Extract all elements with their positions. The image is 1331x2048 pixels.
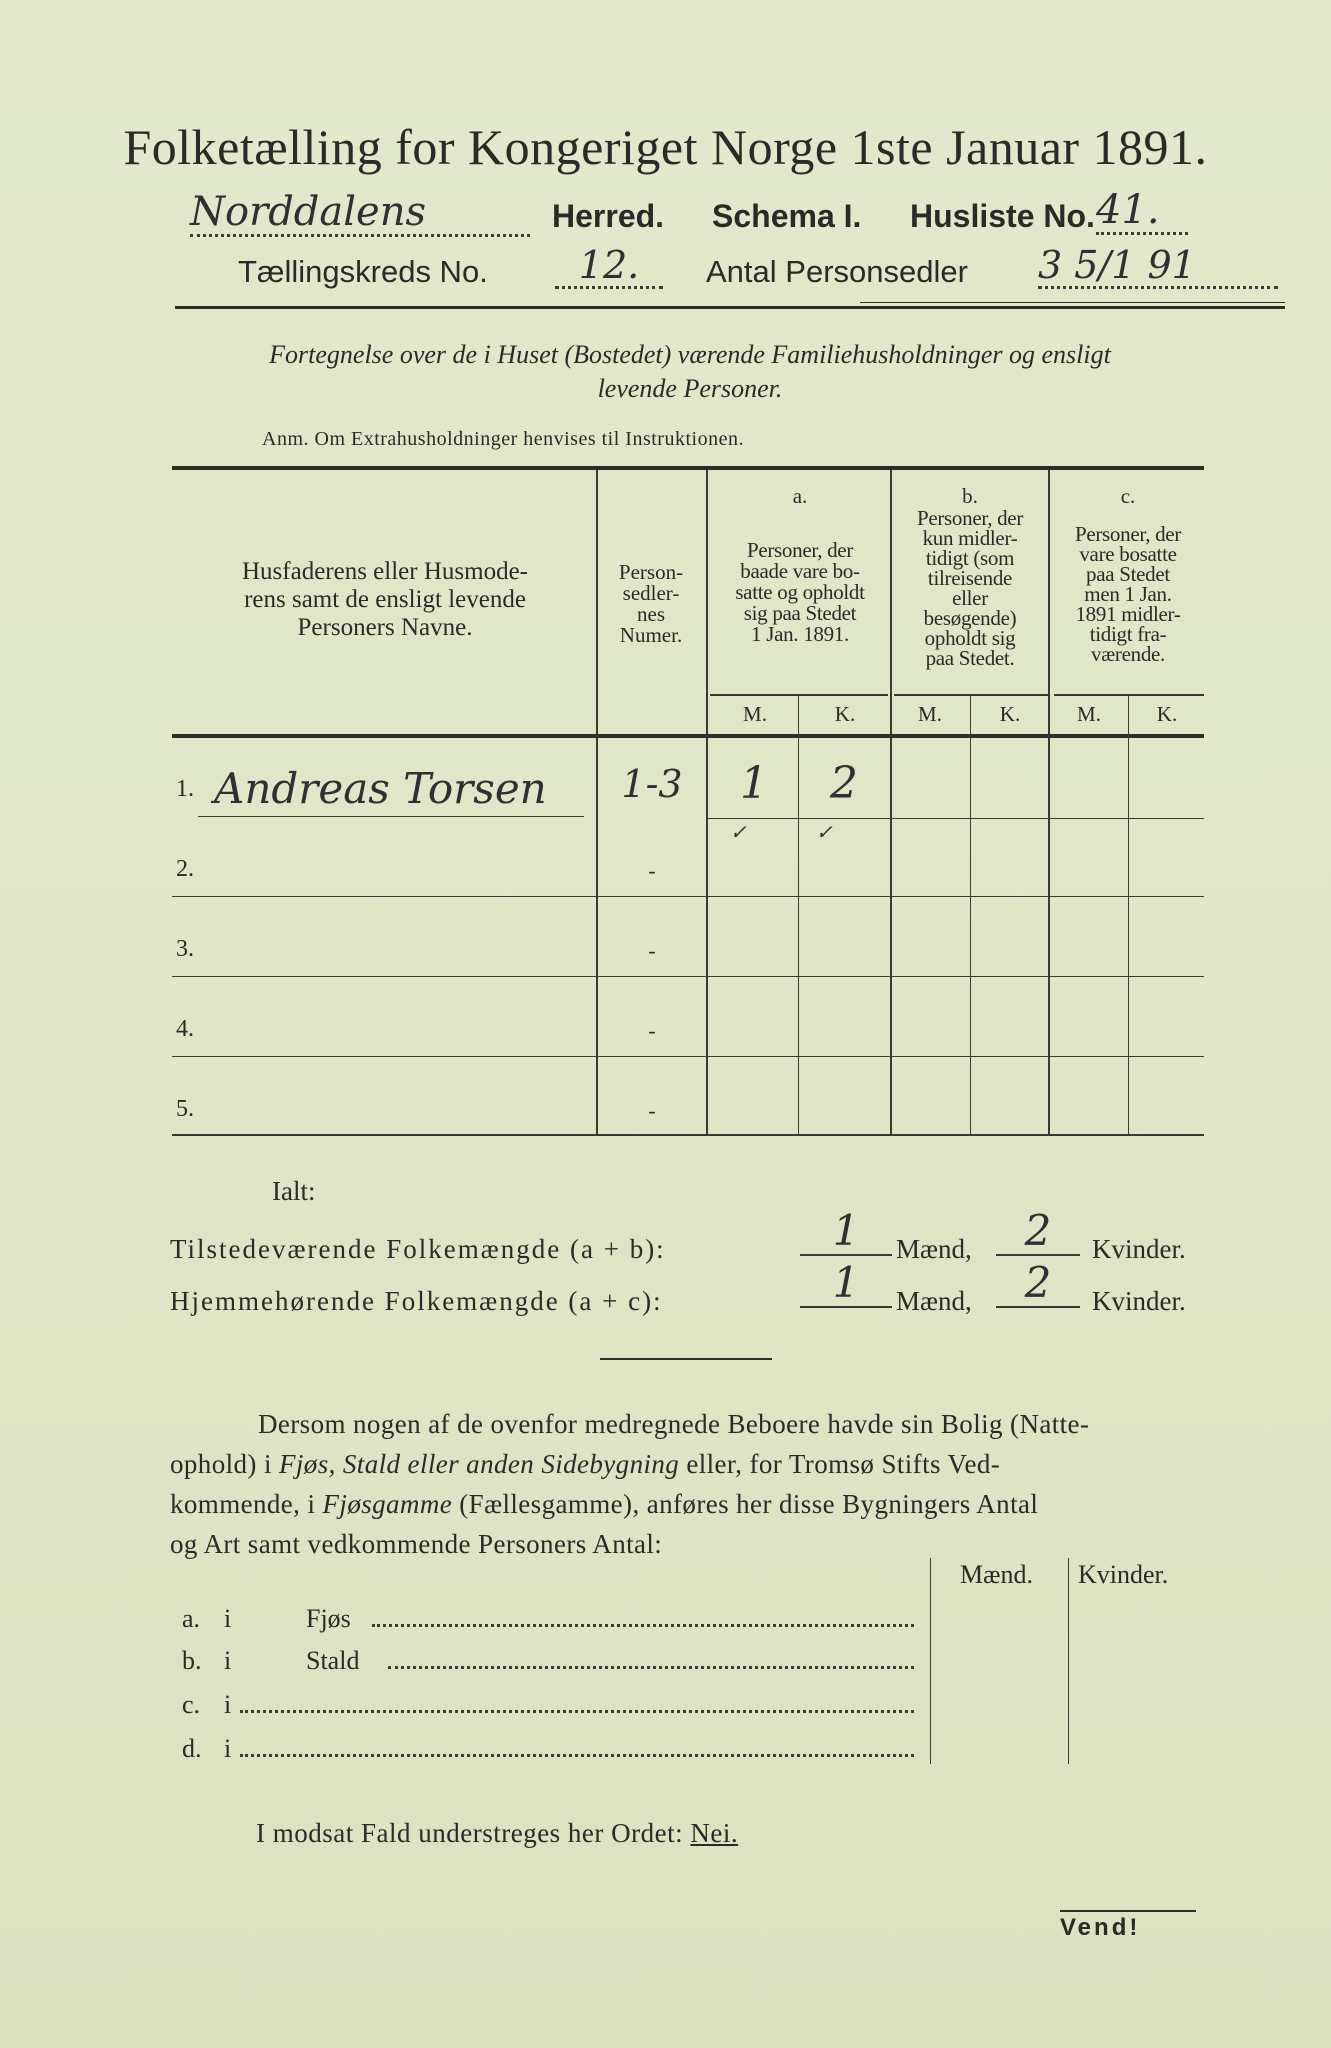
building-item-a: a. i Fjøs	[182, 1604, 922, 1638]
row-5-number: 5.	[176, 1096, 194, 1122]
vline-num-a	[706, 470, 708, 1134]
buildings-vline-2	[1068, 1558, 1069, 1764]
row-1-a-k-check: ✓	[816, 820, 833, 844]
modsat-fald-text: I modsat Fald understreges her Ordet: Nei.	[256, 1818, 739, 1848]
col-name-header: Husfaderens eller Husmode- rens samt de ensligt levende Personers Navne.	[241, 558, 528, 641]
vline-b-mk	[970, 696, 971, 1134]
subheader-line-b	[894, 694, 1048, 696]
col-c-header: Personer, der vare bosatte paa Stedet men 1 Jan. 1891 midler- tidigt fra- værende.	[1074, 522, 1182, 666]
vline-a-mk	[798, 696, 799, 1134]
col-c-letter: c.	[1120, 484, 1136, 508]
hjemmehorende-maend-label: Mænd,	[896, 1286, 972, 1316]
tilstedevaerende-maend-label: Mænd,	[896, 1234, 972, 1264]
row-4-number: 4.	[176, 1016, 194, 1042]
col-b-letter: b.	[962, 484, 978, 508]
table-bottom-rule	[172, 1134, 1204, 1136]
vline-c-mk	[1128, 696, 1129, 1134]
herred-label: Herred.	[552, 198, 665, 234]
row-2-rule	[172, 896, 1204, 897]
vend-rule	[1060, 1910, 1196, 1912]
tilstedevaerende-maend-value: 1	[800, 1208, 892, 1256]
header-rule-thin	[860, 302, 1285, 303]
col-a-letter: a.	[792, 484, 808, 508]
row-1-personsedler: 1-3	[621, 762, 683, 806]
col-a-k: K.	[834, 702, 856, 726]
personsedler-label: Antal Personsedler	[706, 254, 968, 289]
vline-b-c	[1048, 470, 1050, 1134]
row-3-personsedler: -	[648, 938, 656, 963]
col-a-header: Personer, der baade vare bo- satte og opholdt sig paa Stedet 1 Jan. 1891.	[735, 538, 865, 646]
vend-label: Vend!	[1060, 1914, 1141, 1941]
vline-name-num	[596, 470, 598, 1134]
anm-note: Anm. Om Extrahusholdninger henvises til Instruktionen.	[262, 428, 744, 450]
col-b-m: M.	[918, 702, 942, 726]
row-3-rule	[172, 976, 1204, 977]
intro-line-1: Fortegnelse over de i Huset (Bostedet) værende Familiehusholdninger og ensligt	[269, 340, 1111, 369]
kreds-value: 12.	[555, 244, 663, 289]
husliste-value: 41.	[1096, 188, 1188, 235]
row-1-a-m-check: ✓	[730, 820, 747, 844]
row-5-personsedler: -	[648, 1098, 656, 1123]
nei-word: Nei.	[690, 1818, 739, 1848]
col-c-k: K.	[1156, 702, 1178, 726]
row-1-number: 1.	[176, 776, 194, 802]
row-1-rule	[708, 818, 1204, 819]
intro-line-2: levende Personer.	[597, 374, 783, 403]
building-item-c: c. i	[182, 1690, 922, 1724]
col-b-k: K.	[999, 702, 1021, 726]
subheader-line-c	[1054, 694, 1204, 696]
buildings-paragraph	[170, 1404, 1210, 1564]
row-1-rule-name	[198, 816, 584, 817]
row-4-personsedler: -	[648, 1018, 656, 1043]
husliste-label: Husliste No.	[910, 198, 1095, 234]
row-1-name: Andreas Torsen	[214, 764, 547, 813]
kreds-label: Tællingskreds No.	[238, 254, 488, 289]
hjemmehorende-kvinder-label: Kvinder.	[1092, 1286, 1186, 1316]
herred-value: Norddalens	[190, 190, 530, 237]
hjemmehorende-maend-value: 1	[800, 1260, 892, 1308]
subheader-line-a	[710, 694, 888, 696]
building-item-d: d. i	[182, 1734, 922, 1768]
col-b-header: Personer, der kun midler- tidigt (som tilreisende eller besøgende) opholdt sig paa Stedet.	[916, 506, 1024, 670]
vline-a-b	[890, 470, 892, 1134]
buildings-maend-header: Mænd.	[960, 1560, 1033, 1589]
header-rule	[175, 306, 1285, 309]
buildings-line-1: Dersom nogen af de ovenfor medregnede Beboere havde sin Bolig (Natte-	[258, 1409, 1090, 1439]
col-a-m: M.	[743, 702, 767, 726]
row-2-number: 2.	[176, 856, 194, 882]
row-4-rule	[172, 1056, 1204, 1057]
buildings-line-4: og Art samt vedkommende Personers Antal:	[170, 1529, 663, 1559]
row-1-a-m: 1	[740, 758, 768, 809]
hjemmehorende-kvinder-value: 2	[996, 1260, 1080, 1308]
form-title: Folketælling for Kongeriget Norge 1ste Januar 1891.	[123, 119, 1208, 175]
tilstedevaerende-label: Tilstedeværende Folkemængde (a + b):	[170, 1234, 666, 1264]
buildings-vline-1	[930, 1558, 931, 1764]
row-1-a-k: 2	[830, 758, 858, 809]
row-3-number: 3.	[176, 936, 194, 962]
buildings-kvinder-header: Kvinder.	[1078, 1560, 1169, 1589]
col-num-header: Person- sedler- nes Numer.	[618, 560, 684, 647]
hjemmehorende-label: Hjemmehørende Folkemængde (a + c):	[170, 1286, 663, 1316]
buildings-line-3: kommende, i Fjøsgamme (Fællesgamme), anføres her disse Bygningers Antal	[170, 1489, 1039, 1519]
tilstedevaerende-kvinder-label: Kvinder.	[1092, 1234, 1186, 1264]
section-divider	[600, 1358, 772, 1360]
personsedler-value: 3 5/1 91	[1038, 244, 1278, 289]
buildings-line-2: ophold) i Fjøs, Stald eller anden Sidebygning eller, for Tromsø Stifts Ved-	[170, 1449, 1001, 1479]
building-item-b: b. i Stald	[182, 1646, 922, 1680]
ialt-label: Ialt:	[272, 1176, 316, 1206]
tilstedevaerende-kvinder-value: 2	[996, 1208, 1080, 1256]
row-2-personsedler: -	[648, 858, 656, 883]
col-c-m: M.	[1077, 702, 1101, 726]
schema-label: Schema I.	[712, 198, 862, 234]
